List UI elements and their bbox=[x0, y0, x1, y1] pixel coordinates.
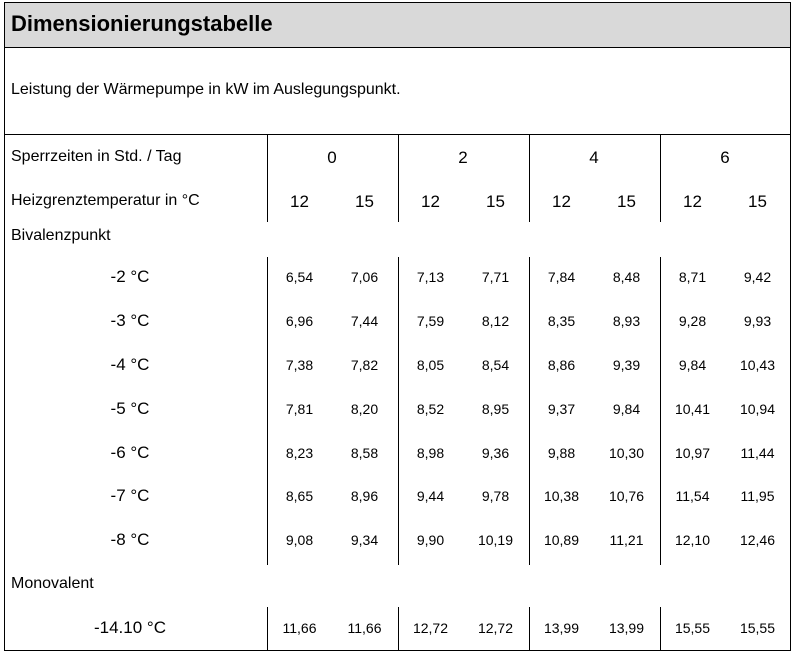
table-cell: 8,20 bbox=[350, 401, 379, 417]
table-cell: 6,96 bbox=[285, 313, 314, 329]
table-cell: 9,88 bbox=[547, 445, 576, 461]
table-cell: 11,66 bbox=[282, 620, 317, 636]
table-cell: 10,94 bbox=[739, 401, 776, 417]
table-header bbox=[5, 3, 790, 48]
table-title: Dimensionierungstabelle bbox=[11, 11, 273, 36]
table-cell: 12,10 bbox=[674, 532, 711, 548]
table-cell: 7,38 bbox=[285, 357, 314, 373]
table-description: Leistung der Wärmepumpe in kW im Auslegungspunkt. bbox=[11, 81, 401, 98]
table-cell: 15,55 bbox=[739, 620, 776, 636]
table-cell: 9,28 bbox=[678, 313, 707, 329]
table-cell: 11,44 bbox=[740, 445, 775, 461]
row-label: -6 °C bbox=[110, 443, 150, 462]
table-cell: 6,54 bbox=[285, 269, 314, 285]
heizgrenz-header: 12 bbox=[552, 192, 571, 211]
table-cell: 8,23 bbox=[285, 445, 314, 461]
table-cell: 7,59 bbox=[416, 313, 445, 329]
sperrzeit-header: 2 bbox=[458, 148, 468, 167]
table-cell: 10,30 bbox=[608, 445, 645, 461]
table-cell: 12,72 bbox=[477, 620, 514, 636]
table-cell: 8,58 bbox=[350, 445, 379, 461]
table-cell: 7,81 bbox=[285, 401, 314, 417]
table-cell: 10,89 bbox=[543, 532, 580, 548]
heizgrenz-header: 12 bbox=[683, 192, 702, 211]
monovalent-label: Monovalent bbox=[11, 575, 94, 592]
table-cell: 10,43 bbox=[739, 357, 776, 373]
table-cell: 7,82 bbox=[350, 357, 379, 373]
table-cell: 9,08 bbox=[285, 532, 314, 548]
table-cell: 13,99 bbox=[543, 620, 580, 636]
table-cell: 9,84 bbox=[612, 401, 641, 417]
sperrzeit-header: 6 bbox=[720, 148, 730, 167]
dimensioning-table bbox=[4, 2, 791, 651]
table-cell: 7,44 bbox=[350, 313, 379, 329]
table-cell: 9,78 bbox=[481, 488, 510, 504]
heizgrenz-header: 15 bbox=[748, 192, 767, 211]
table-cell: 8,54 bbox=[481, 357, 510, 373]
row-label: -2 °C bbox=[110, 267, 150, 286]
table-cell: 10,19 bbox=[477, 532, 514, 548]
table-cell: 9,90 bbox=[416, 532, 445, 548]
table-cell: 7,13 bbox=[416, 269, 445, 285]
table-cell: 11,54 bbox=[675, 488, 710, 504]
row-label: -8 °C bbox=[110, 530, 150, 549]
table-cell: 12,46 bbox=[739, 532, 776, 548]
table-cell: 8,35 bbox=[547, 313, 576, 329]
row-label: -3 °C bbox=[110, 311, 150, 330]
table-cell: 8,96 bbox=[350, 488, 379, 504]
heizgrenz-header: 15 bbox=[486, 192, 505, 211]
table-cell: 10,38 bbox=[543, 488, 580, 504]
heizgrenz-label: Heizgrenztemperatur in °C bbox=[11, 192, 200, 209]
table-cell: 10,76 bbox=[608, 488, 645, 504]
heizgrenz-header: 15 bbox=[617, 192, 636, 211]
table-cell: 11,21 bbox=[609, 532, 644, 548]
row-label: -14.10 °C bbox=[93, 618, 166, 637]
table-cell: 8,93 bbox=[612, 313, 641, 329]
table-cell: 8,95 bbox=[481, 401, 510, 417]
table-cell: 10,97 bbox=[674, 445, 711, 461]
sperrzeit-header: 4 bbox=[589, 148, 599, 167]
table-cell: 8,98 bbox=[416, 445, 445, 461]
table-cell: 9,34 bbox=[350, 532, 379, 548]
table-cell: 7,84 bbox=[547, 269, 576, 285]
heizgrenz-header: 15 bbox=[355, 192, 374, 211]
table-cell: 10,41 bbox=[674, 401, 711, 417]
table-cell: 9,37 bbox=[547, 401, 576, 417]
table-cell: 12,72 bbox=[412, 620, 449, 636]
table-cell: 9,36 bbox=[481, 445, 510, 461]
row-label: -7 °C bbox=[110, 486, 150, 505]
table-cell: 8,12 bbox=[481, 313, 510, 329]
row-label: -4 °C bbox=[110, 355, 150, 374]
table-cell: 9,84 bbox=[678, 357, 707, 373]
heizgrenz-header: 12 bbox=[290, 192, 309, 211]
table-cell: 7,06 bbox=[350, 269, 379, 285]
table-cell: 7,71 bbox=[481, 269, 510, 285]
table-cell: 8,65 bbox=[285, 488, 314, 504]
table-cell: 8,48 bbox=[612, 269, 641, 285]
table-cell: 11,95 bbox=[740, 488, 775, 504]
row-label: -5 °C bbox=[110, 399, 150, 418]
table-cell: 15,55 bbox=[674, 620, 711, 636]
heizgrenz-header: 12 bbox=[421, 192, 440, 211]
table-cell: 9,93 bbox=[743, 313, 772, 329]
bivalenz-label: Bivalenzpunkt bbox=[11, 227, 111, 244]
table-cell: 9,39 bbox=[612, 357, 641, 373]
table-cell: 11,66 bbox=[347, 620, 382, 636]
sperrzeit-header: 0 bbox=[327, 148, 337, 167]
table-cell: 9,42 bbox=[743, 269, 772, 285]
table-cell: 9,44 bbox=[416, 488, 445, 504]
table-cell: 13,99 bbox=[608, 620, 645, 636]
sperrzeiten-label: Sperrzeiten in Std. / Tag bbox=[11, 148, 182, 165]
table-cell: 8,86 bbox=[547, 357, 576, 373]
table-cell: 8,52 bbox=[416, 401, 445, 417]
table-cell: 8,05 bbox=[416, 357, 445, 373]
table-cell: 8,71 bbox=[678, 269, 707, 285]
